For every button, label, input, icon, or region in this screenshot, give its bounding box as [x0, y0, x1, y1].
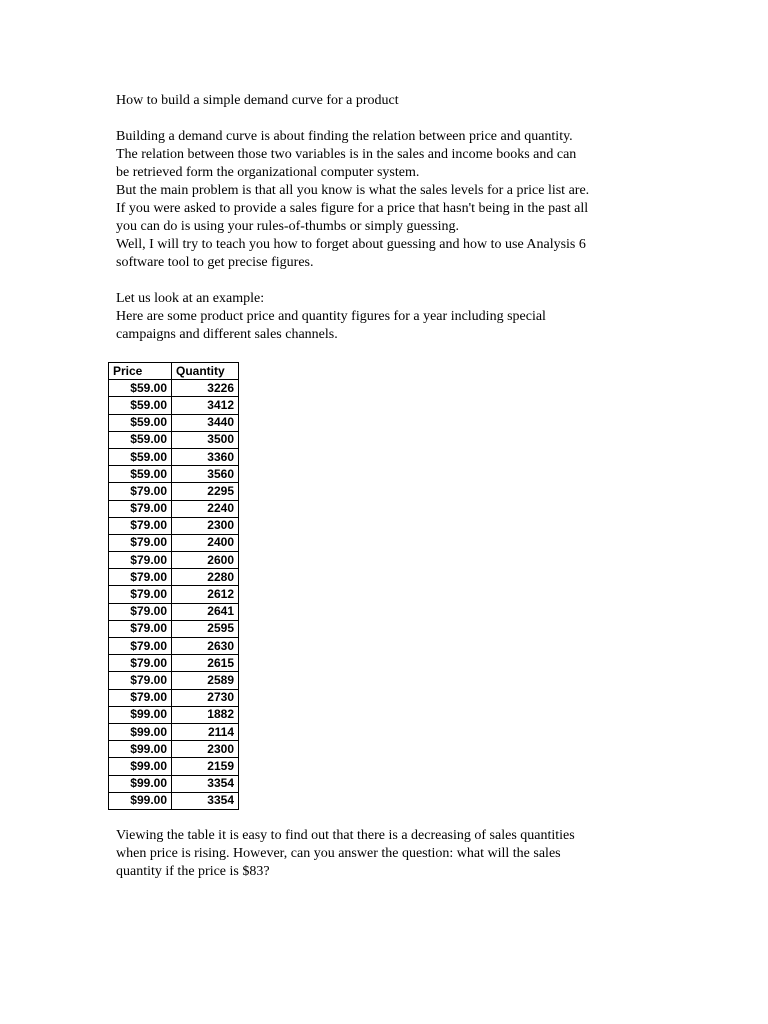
table-row: [109, 741, 239, 758]
quantity-header: Quantity: [172, 363, 239, 380]
paragraph-line: campaigns and different sales channels.: [116, 327, 338, 342]
quantity-cell: 3500: [172, 431, 239, 448]
paragraph-line: Here are some product price and quantity figures for a year including special: [116, 309, 546, 324]
quantity-cell: 3412: [172, 397, 239, 414]
table-row: [109, 431, 239, 448]
table-header-row: [109, 363, 239, 380]
price-cell: $59.00: [109, 397, 172, 414]
quantity-cell: 2240: [172, 500, 239, 517]
example-paragraph: [116, 290, 676, 344]
quantity-cell: 2612: [172, 586, 239, 603]
table-row: [109, 448, 239, 465]
conclusion-paragraph: [116, 827, 676, 881]
table-row: [109, 672, 239, 689]
price-quantity-table: [108, 362, 239, 810]
table-row: [109, 689, 239, 706]
quantity-cell: 2600: [172, 552, 239, 569]
paragraph-line: software tool to get precise figures.: [116, 255, 314, 270]
table-row: [109, 466, 239, 483]
price-header: Price: [109, 363, 172, 380]
price-cell: $79.00: [109, 517, 172, 534]
price-cell: $79.00: [109, 638, 172, 655]
table-row: [109, 723, 239, 740]
table-row: [109, 758, 239, 775]
quantity-cell: 2280: [172, 569, 239, 586]
price-cell: $79.00: [109, 569, 172, 586]
table-row: [109, 569, 239, 586]
quantity-cell: 3360: [172, 448, 239, 465]
paragraph-line: Viewing the table it is easy to find out that there is a decreasing of sales quantities: [116, 828, 575, 843]
paragraph-line: But the main problem is that all you know is what the sales levels for a price list are.: [116, 183, 590, 198]
quantity-cell: 2300: [172, 517, 239, 534]
paragraph-line: you can do is using your rules-of-thumbs or simply guessing.: [116, 219, 459, 234]
quantity-cell: 3560: [172, 466, 239, 483]
price-cell: $99.00: [109, 741, 172, 758]
price-cell: $59.00: [109, 431, 172, 448]
title-text: How to build a simple demand curve for a product: [116, 93, 399, 108]
quantity-cell: 2114: [172, 723, 239, 740]
price-cell: $79.00: [109, 620, 172, 637]
quantity-cell: 2630: [172, 638, 239, 655]
table-row: [109, 620, 239, 637]
table-row: [109, 500, 239, 517]
quantity-cell: 2589: [172, 672, 239, 689]
table-row: [109, 552, 239, 569]
price-cell: $99.00: [109, 706, 172, 723]
paragraph-line: be retrieved form the organizational computer system.: [116, 165, 420, 180]
table-row: [109, 483, 239, 500]
table-row: [109, 380, 239, 397]
quantity-cell: 2159: [172, 758, 239, 775]
price-cell: $79.00: [109, 655, 172, 672]
quantity-cell: 3354: [172, 775, 239, 792]
table-row: [109, 603, 239, 620]
quantity-cell: 3354: [172, 792, 239, 809]
price-cell: $59.00: [109, 414, 172, 431]
price-cell: $99.00: [109, 792, 172, 809]
quantity-cell: 3226: [172, 380, 239, 397]
quantity-cell: 1882: [172, 706, 239, 723]
table-row: [109, 792, 239, 809]
price-cell: $79.00: [109, 672, 172, 689]
document-title: [116, 92, 676, 110]
price-cell: $79.00: [109, 534, 172, 551]
price-cell: $99.00: [109, 758, 172, 775]
table-body: [109, 380, 239, 810]
table-row: [109, 397, 239, 414]
paragraph-line: Well, I will try to teach you how to forget about guessing and how to use Analysis 6: [116, 237, 586, 252]
table-row: [109, 775, 239, 792]
price-cell: $79.00: [109, 586, 172, 603]
quantity-cell: 2295: [172, 483, 239, 500]
price-cell: $59.00: [109, 380, 172, 397]
price-cell: $99.00: [109, 723, 172, 740]
paragraph-line: If you were asked to provide a sales figure for a price that hasn't being in the past all: [116, 201, 589, 216]
paragraph-line: Building a demand curve is about finding the relation between price and quantity.: [116, 129, 573, 144]
intro-paragraph: [116, 128, 676, 272]
price-cell: $79.00: [109, 483, 172, 500]
table-row: [109, 638, 239, 655]
paragraph-line: Let us look at an example:: [116, 291, 265, 306]
quantity-cell: 2300: [172, 741, 239, 758]
quantity-cell: 3440: [172, 414, 239, 431]
quantity-cell: 2400: [172, 534, 239, 551]
price-cell: $79.00: [109, 552, 172, 569]
paragraph-line: The relation between those two variables is in the sales and income books and can: [116, 147, 577, 162]
quantity-cell: 2641: [172, 603, 239, 620]
price-cell: $79.00: [109, 500, 172, 517]
table-row: [109, 414, 239, 431]
table-row: [109, 586, 239, 603]
quantity-cell: 2595: [172, 620, 239, 637]
quantity-cell: 2730: [172, 689, 239, 706]
price-cell: $59.00: [109, 448, 172, 465]
table-row: [109, 706, 239, 723]
table-row: [109, 517, 239, 534]
paragraph-line: when price is rising. However, can you answer the question: what will the sales: [116, 846, 561, 861]
table-row: [109, 655, 239, 672]
quantity-cell: 2615: [172, 655, 239, 672]
price-cell: $79.00: [109, 689, 172, 706]
price-cell: $99.00: [109, 775, 172, 792]
table-row: [109, 534, 239, 551]
paragraph-line: quantity if the price is $83?: [116, 864, 270, 879]
price-cell: $59.00: [109, 466, 172, 483]
price-cell: $79.00: [109, 603, 172, 620]
